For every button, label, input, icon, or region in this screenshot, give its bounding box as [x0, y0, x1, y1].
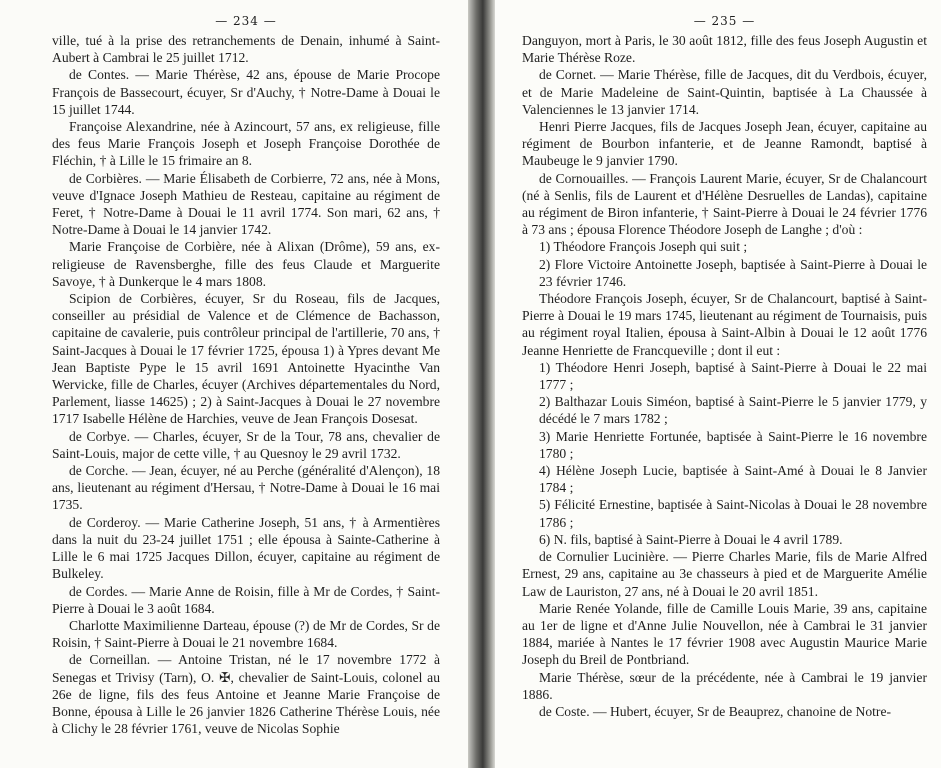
entry-paragraph: de Corche. — Jean, écuyer, né au Perche (généralité d'Alençon), 18 ans, lieutenant au régiment d'Hersau, † Notre-Dame à Douai le 16 mai 1735. — [52, 463, 440, 513]
list-item: 4) Hélène Joseph Lucie, baptisée à Saint-Amé à Douai le 8 Janvier 1784 ; — [539, 463, 927, 496]
page-number: — 234 — — [215, 14, 277, 28]
paragraph: Charlotte Maximilienne Darteau, épouse (?) de Mr de Cordes, Sr de Roisin, † Saint-Pierre à Douai le 21 novembre 1684. — [52, 617, 440, 651]
entry-paragraph: de Cornouailles. — François Laurent Marie, écuyer, Sr de Chalancourt (né à Senlis, fils de Laurent et d'Hélène Desruelles de Landas), capitaine au régiment de Biron infanterie, † Saint-Pierre à Douai le 24 février 1776 à 73 ans ; épousa Florence Théodore Joseph de Langhe ; d'où : — [522, 170, 927, 238]
paragraph: Danguyon, mort à Paris, le 30 août 1812, fille des feus Joseph Augustin et Marie Thérèse Roze. — [522, 33, 927, 66]
entry-paragraph: de Corneillan. — Antoine Tristan, né le 17 novembre 1772 à Senegas et Trivisy (Tarn), O. ✠, chevalier de Saint-Louis, colonel au 26e de ligne, fils des feus Antoine et Jeanne Marie Françoise de Bonne, épousa à Lille le 26 janvier 1826 Catherine Thérèse Louis, née à Clichy le 28 février 1761, veuve de Nicolas Sophie — [52, 652, 440, 737]
entry-paragraph: de Corbières. — Marie Élisabeth de Corbierre, 72 ans, née à Mons, veuve d'Ignace Joseph Mathieu de Resteau, capitaine au régiment de Feret, † Notre-Dame à Douai le 11 avril 1774. Son mari, 62 ans, † Notre-Dame à Douai le 14 janvier 1742. — [52, 170, 440, 238]
list-item: 3) Marie Henriette Fortunée, baptisée à Saint-Pierre le 16 novembre 1780 ; — [539, 428, 927, 461]
entry-paragraph: de Cornulier Lucinière. — Pierre Charles Marie, fils de Marie Alfred Ernest, 29 ans, capitaine au 3e chasseurs à pied et de Marguerite Amélie Law de Lauriston, 27 ans, né à Douai le 20 avril 1851. — [522, 549, 927, 599]
entry-paragraph: de Corbye. — Charles, écuyer, Sr de la Tour, 78 ans, chevalier de Saint-Louis, major de cette ville, † au Quesnoy le 29 avril 1732. — [52, 428, 440, 461]
page-number: — 235 — — [693, 14, 756, 28]
list-item: 2) Balthazar Louis Siméon, baptisé à Saint-Pierre le 5 janvier 1779, y décédé le 7 mars 1782 ; — [539, 394, 927, 427]
entry-paragraph: de Cordes. — Marie Anne de Roisin, fille à Mr de Cordes, † Saint-Pierre à Douai le 3 août 1684. — [52, 583, 440, 616]
paragraph: Marie Françoise de Corbière, née à Alixan (Drôme), 59 ans, ex-religieuse de Ravensberghe, fille des feus Claude et Marguerite Savoye, † à Dunkerque le 4 mars 1808. — [52, 239, 440, 289]
paragraph: Henri Pierre Jacques, fils de Jacques Joseph Jean, écuyer, capitaine au régiment de Bourbon infanterie, et de Jeanne Ramondt, baptisé à Maubeuge le 9 janvier 1790. — [522, 119, 927, 169]
page-text — [522, 32, 927, 720]
paragraph: Françoise Alexandrine, née à Azincourt, 57 ans, ex religieuse, fille des feus Marie François Joseph et Joseph Françoise Dorothée de Fléchin, † à Lille le 15 frimaire an 8. — [52, 119, 440, 169]
list-item: 5) Félicité Ernestine, baptisée à Saint-Nicolas à Douai le 28 novembre 1786 ; — [539, 497, 927, 530]
left-page — [0, 0, 468, 768]
entry-paragraph: de Coste. — Hubert, écuyer, Sr de Beauprez, chanoine de Notre- — [539, 703, 892, 719]
page-text — [52, 32, 440, 737]
list-item: 2) Flore Victoire Antoinette Joseph, baptisée à Saint-Pierre à Douai le 23 février 1746. — [539, 256, 927, 289]
entry-paragraph: de Corderoy. — Marie Catherine Joseph, 51 ans, † à Armentières dans la nuit du 23-24 juillet 1751 ; elle épousa à Sainte-Catherine à Lille le 6 mai 1725 Jacques Dillon, écuyer, capitaine au régiment de Bulkeley. — [52, 514, 440, 582]
list-item: 1) Théodore François Joseph qui suit ; — [539, 239, 748, 255]
right-page — [495, 0, 941, 768]
book-gutter — [468, 0, 495, 768]
list-item: 6) N. fils, baptisé à Saint-Pierre à Douai le 4 avril 1789. — [539, 531, 843, 547]
paragraph: Scipion de Corbières, écuyer, Sr du Roseau, fils de Jacques, conseiller au présidial de Valence et de Clémence de Bachasson, capitaine de cavalerie, puis contrôleur principal de l'artillerie, 70 ans, † Saint-Jacques à Douai le 17 février 1725, épousa 1) à Ypres devant Me Jean Baptiste Pype le 15 avril 1691 Antoinette Hyacinthe Van Wervicke, fille de Charles, écuyer (Archives départementales du Nord, Parlement, liasse 14625) ; 2) à Saint-Jacques à Douai le 27 novembre 1717 Isabelle Hélène de Harchies, veuve de Jean François Dosesat. — [52, 291, 440, 427]
paragraph: Marie Renée Yolande, fille de Camille Louis Marie, 39 ans, capitaine au 1er de ligne et d'Anne Julie Nouvellon, née à Cambrai le 31 janvier 1884, mariée à Nantes le 17 février 1908 avec Augustin Maurice Marie Joseph du Breil de Pontbriand. — [522, 600, 927, 668]
entry-paragraph: de Contes. — Marie Thérèse, 42 ans, épouse de Marie Procope François de Bassecourt, écuyer, Sr d'Auchy, † Notre-Dame à Douai le 15 juillet 1744. — [52, 67, 440, 117]
list-item: 1) Théodore Henri Joseph, baptisé à Saint-Pierre à Douai le 22 mai 1777 ; — [539, 359, 927, 393]
entry-paragraph: de Cornet. — Marie Thérèse, fille de Jacques, dit du Verdbois, écuyer, et de Marie Madeleine de Saint-Quintin, baptisée à La Chaussée à Valenciennes le 13 janvier 1714. — [522, 67, 927, 117]
paragraph: Théodore François Joseph, écuyer, Sr de Chalancourt, baptisé à Saint-Pierre à Douai le 19 mars 1745, lieutenant au régiment de Tournaisis, puis au régiment royal Italien, épousa à Saint-Albin à Douai le 12 août 1776 Jeanne Henriette de Francqueville ; dont il eut : — [522, 291, 927, 358]
paragraph: ville, tué à la prise des retranchements de Denain, inhumé à Saint-Aubert à Cambrai le 25 juillet 1712. — [52, 33, 440, 66]
paragraph: Marie Thérèse, sœur de la précédente, née à Cambrai le 19 janvier 1886. — [522, 669, 927, 702]
